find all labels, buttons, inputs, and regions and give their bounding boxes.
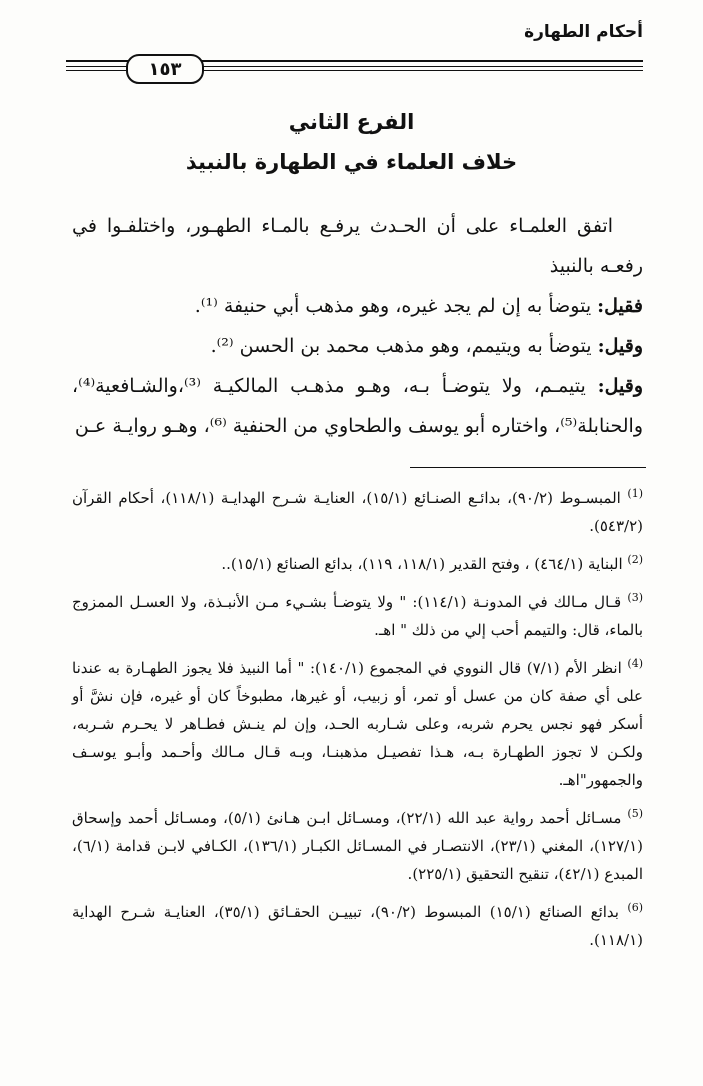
footnote-4: [72, 650, 643, 794]
opinion-lead: فقيل:: [597, 295, 643, 317]
footnote-mark: (5): [627, 807, 644, 820]
opinion-text: يتوضأ به ويتيمم، وهو مذهب محمد بن الحسن ⁽²⁾.: [210, 335, 598, 357]
opinion-3: [72, 366, 643, 446]
opinion-text: يتيمـم، ولا يتوضـأ بـه، وهـو مذهـب المالكيـة ⁽³⁾،والشـافعية⁽⁴⁾، والحنابلة⁽⁵⁾، واختاره أبو يوسف والطحاوي من الحنفية ⁽⁶⁾، وهـو روايـة عـن: [72, 375, 643, 437]
footnote-mark: (3): [627, 591, 643, 604]
footnote-text: مسـائل أحمد رواية عبد الله (٢٢/١)، ومسـائل ابـن هـانئ (٥/١)، ومسـائل أحمد وإسحاق (١٢٧/١)، المغني (٢٣/١)، الانتصـار في المسـائل الكبـار (١٣٦/١)، الكـافي لابـن قدامة (٦/١)، المبدع (٤٢/١)، تنقيح التحقيق (٢٢٥/١).: [72, 809, 643, 883]
branch-heading: الفرع الثاني: [288, 110, 415, 134]
footnote-mark: (2): [627, 553, 643, 566]
footnote-text: المبسـوط (٩٠/٢)، بدائـع الصنـائع (١٥/١)، العنايـة شـرح الهدايـة (١١٨/١)، أحكام القرآن (٥٤٣/٢).: [72, 489, 643, 535]
opinion-1: [72, 286, 643, 326]
opinion-lead: وقيل:: [597, 375, 643, 397]
footnote-2: [72, 546, 643, 578]
chapter-heading: خلاف العلماء في الطهارة بالنبيذ: [185, 150, 518, 174]
intro-paragraph: اتفق العلمـاء على أن الحـدث يرفـع بالمـاء الطهـور، واختلفـوا في رفعـه بالنبيذ: [72, 215, 643, 277]
footnote-mark: (6): [627, 901, 644, 914]
footnote-mark: (1): [627, 487, 643, 500]
opinion-2: [72, 326, 643, 366]
footnote-text: البناية (٤٦٤/١) ، وفتح القدير (١١٨/١، ١١٩)، بدائع الصنائع (١٥/١)..: [221, 555, 623, 573]
main-text: [72, 206, 643, 446]
opinion-lead: وقيل:: [597, 335, 643, 357]
footnote-5: [72, 800, 643, 888]
footnotes: [72, 480, 643, 960]
footnote-text: بدائع الصنائع (١٥/١) المبسوط (٩٠/٢)، تبييـن الحقـائق (٣٥/١)، العنايـة شـرح الهداية (١١٨/١).: [72, 903, 643, 949]
footnote-3: [72, 584, 643, 644]
footnote-mark: (4): [627, 657, 643, 670]
footnote-text: قـال مـالك في المدونـة (١١٤/١): " ولا يتوضـأ بشـيء مـن الأنبـذة، ولا العسـل الممزوج بالماء، قال: والتيمم أحب إلي من ذلك " اهـ.: [72, 593, 643, 639]
footnote-separator: [410, 467, 646, 468]
running-title: أحكام الطهارة: [524, 22, 643, 42]
footnote-1: [72, 480, 643, 540]
opinion-text: يتوضأ به إن لم يجد غيره، وهو مذهب أبي حنيفة ⁽¹⁾.: [194, 295, 598, 317]
footnote-text: انظر الأم (٧/١) قال النووي في المجموع (١٤٠/١): " أما النبيذ فلا يجوز الطهـارة به عندنا على أي صفة كان من عسل أو تمر، أو زبيب، أو غيرها، مطبوخاً كان أو غيره، فإن نشَّ أو أسكر فهو نجس يحرم شربه، وعلى شـاربه الحـد، وإن لم ينـش فطـاهر لا يحـرم شـربه، ولكـن لا تجوز الطهـارة بـه، هـذا تفصيـل مذهبنـا، وبـه قـال مـالك وأحـمد وأبـو يوسـف والجمهور"اهـ.: [72, 659, 643, 789]
footnote-6: [72, 894, 643, 954]
page-number: ١٥٣: [126, 54, 204, 84]
